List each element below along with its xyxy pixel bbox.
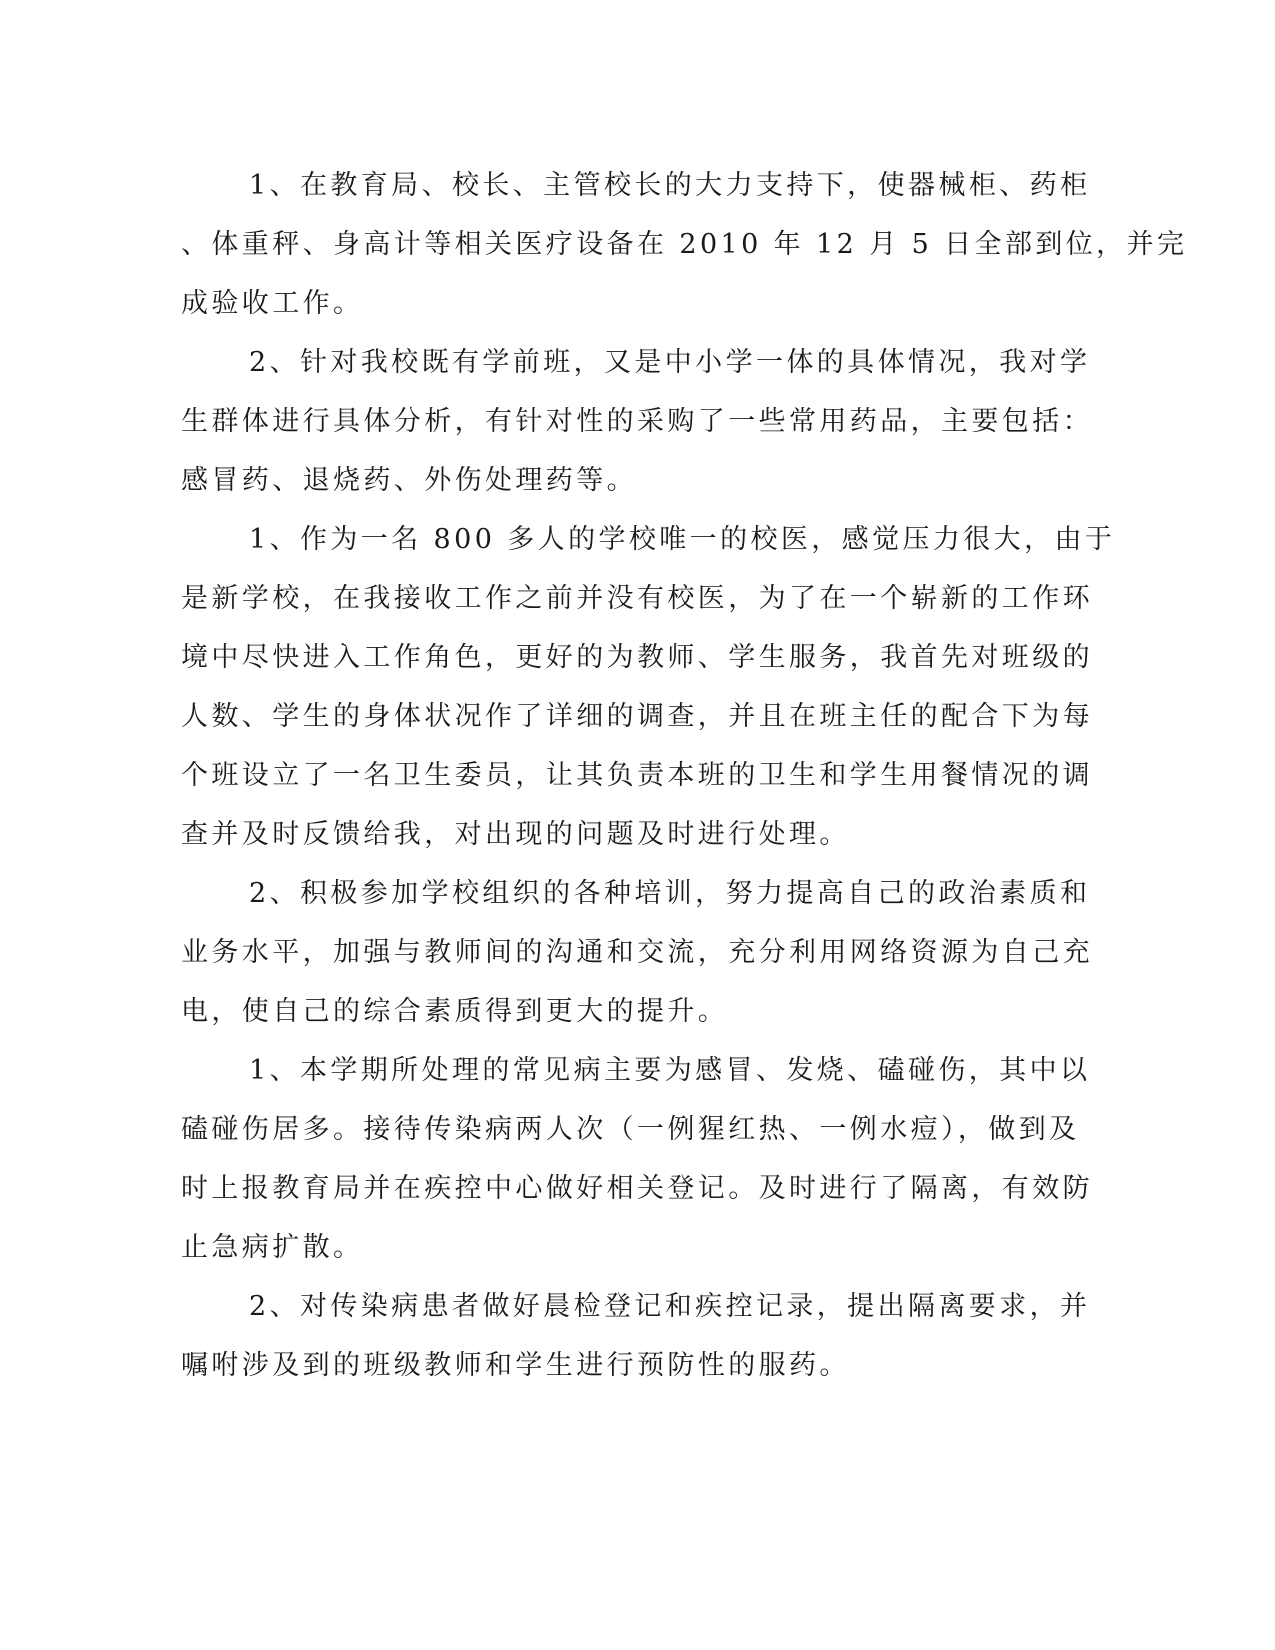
document-body: [181, 156, 1188, 1395]
text-line: 、体重秤、身高计等相关医疗设备在 2010 年 12 月 5 日全部到位，并完: [181, 229, 1188, 260]
text-line: 止急病扩散。: [181, 1232, 364, 1263]
text-line: 时上报教育局并在疾控中心做好相关登记。及时进行了隔离，有效防: [181, 1173, 1093, 1204]
text-line: 电，使自己的综合素质得到更大的提升。: [181, 996, 729, 1027]
text-line: 业务水平，加强与教师间的沟通和交流，充分利用网络资源为自己充: [181, 937, 1093, 968]
text-line: 个班设立了一名卫生委员，让其负责本班的卫生和学生用餐情况的调: [181, 760, 1093, 791]
text-line: 1、作为一名 800 多人的学校唯一的校医，感觉压力很大，由于: [249, 524, 1116, 555]
text-line: 感冒药、退烧药、外伤处理药等。: [181, 465, 637, 496]
text-line: 2、积极参加学校组织的各种培训，努力提高自己的政治素质和: [249, 878, 1091, 909]
text-line: 嘱咐涉及到的班级教师和学生进行预防性的服药。: [181, 1350, 850, 1381]
text-line: 1、在教育局、校长、主管校长的大力支持下，使器械柜、药柜: [249, 170, 1091, 201]
text-line: 2、对传染病患者做好晨检登记和疾控记录，提出隔离要求，并: [249, 1291, 1091, 1322]
text-line: 是新学校，在我接收工作之前并没有校医，为了在一个崭新的工作环: [181, 583, 1093, 614]
text-line: 境中尽快进入工作角色，更好的为教师、学生服务，我首先对班级的: [181, 642, 1093, 673]
text-line: 1、本学期所处理的常见病主要为感冒、发烧、磕碰伤，其中以: [249, 1055, 1091, 1086]
text-line: 2、针对我校既有学前班，又是中小学一体的具体情况，我对学: [249, 347, 1091, 378]
text-line: 磕碰伤居多。接待传染病两人次（一例猩红热、一例水痘），做到及: [181, 1114, 1080, 1145]
text-line: 生群体进行具体分析，有针对性的采购了一些常用药品，主要包括：: [181, 406, 1093, 437]
text-line: 人数、学生的身体状况作了详细的调查，并且在班主任的配合下为每: [181, 701, 1093, 732]
text-line: 成验收工作。: [181, 288, 364, 319]
text-line: 查并及时反馈给我，对出现的问题及时进行处理。: [181, 819, 850, 850]
